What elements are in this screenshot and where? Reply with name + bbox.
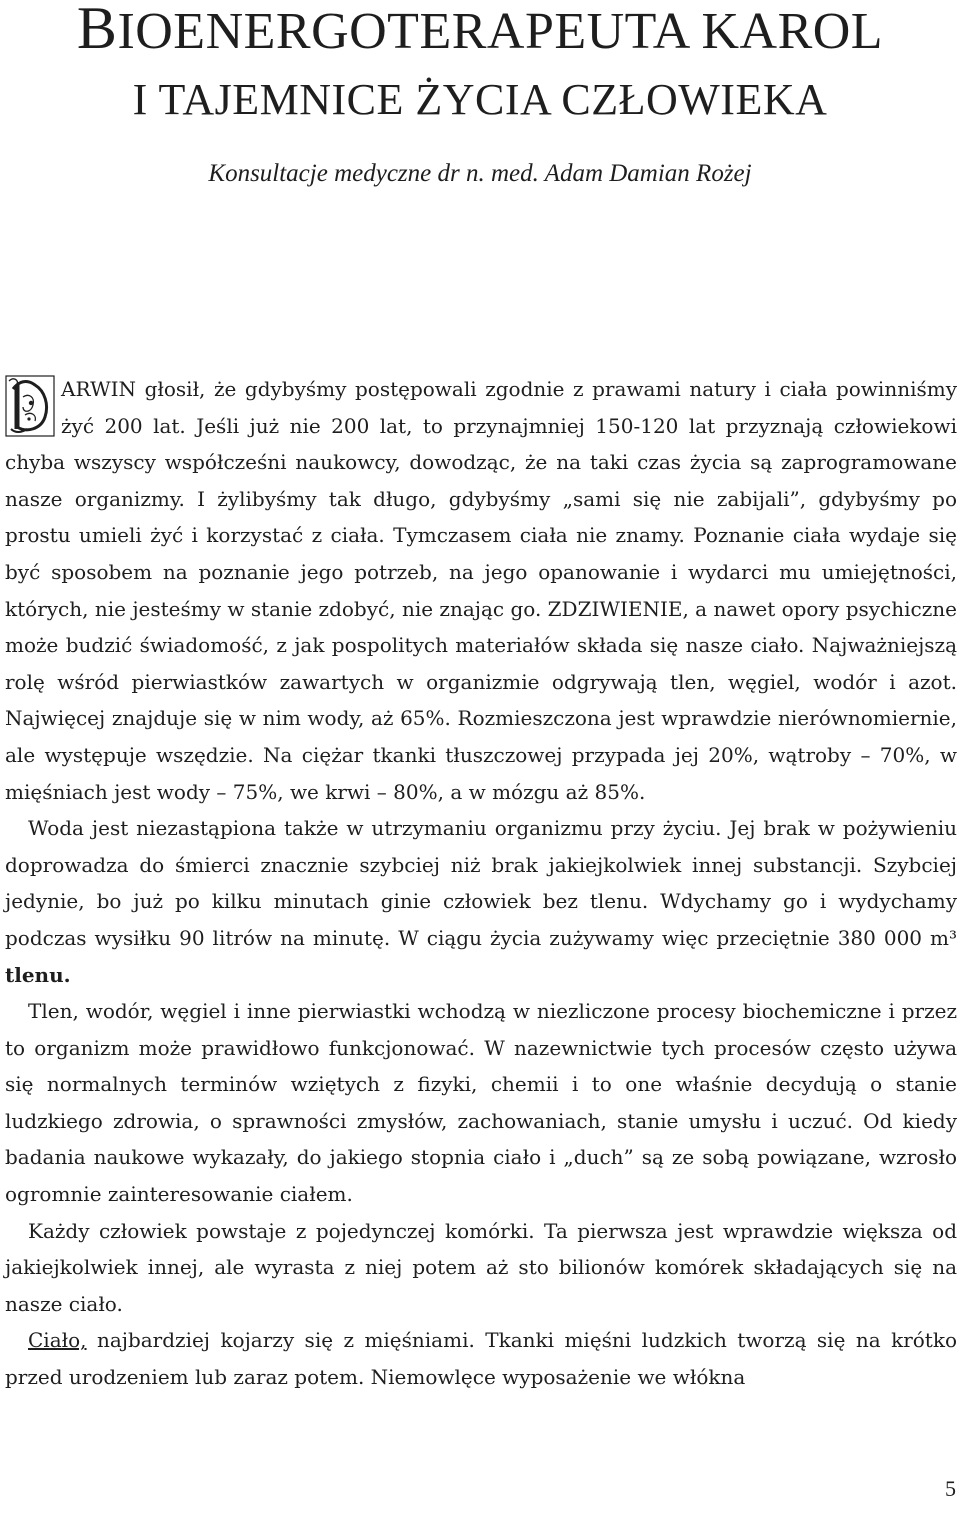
paragraph-2-bold-word: tlenu. — [5, 962, 71, 987]
dropcap-letter — [5, 437, 6, 438]
ornamental-dropcap — [5, 375, 55, 437]
article-body — [5, 371, 957, 1396]
paragraph-3: Tlen, wodór, węgiel i inne pierwiastki wchodzą w niezliczone procesy biochemiczne i przez to organizm może prawidłowo funkcjonować. W nazewnictwie tych procesów często używa się normalnych terminów wziętych z fizyki, chemii i to one właśnie decydują o stanie ludzkiego zdrowia, o sprawności zmysłów, zachowaniach, stanie umysłu i uczuć. Od kiedy badania naukowe wykazały, do jakiego stopnia ciało i „duch” są ze sobą powiązane, wzrosło ogromnie zainteresowanie ciałem. — [5, 999, 957, 1207]
chapter-title-initial: B — [76, 0, 118, 61]
chapter-title-line-2: I TAJEMNICE ŻYCIA CZŁOWIEKA — [132, 75, 828, 124]
paragraph-5-underlined-word: Ciało, — [28, 1328, 87, 1353]
dropcap-ornament-icon — [5, 375, 55, 437]
paragraph-2-text: Woda jest niezastąpiona także w utrzymaniu organizmu przy życiu. Jej brak w pożywieniu doprowadza do śmierci znacznie szybciej niż brak jakiejkolwiek innej substancji. Szybciej jedynie, bo już po kilku minutach ginie człowiek bez tlenu. Wdychamy go i wydychamy podczas wysiłku 90 litrów na minutę. W ciągu życia zużywamy więc przeciętnie 380 000 m³ — [5, 816, 957, 950]
chapter-title-line-1 — [0, 0, 960, 60]
page-number: 5 — [945, 1476, 956, 1501]
paragraph-1-text: ARWIN głosił, że gdybyśmy postępowali zgodnie z prawami natury i ciała powinniśmy żyć 200 lat. Jeśli już nie 200 lat, to przynajmniej 150-120 lat przyznają człowiekowi chyba wszyscy współcześni naukowcy, dowodząc, że na taki czas życia są zaprogramowane nasze organizmy. I żylibyśmy tak długo, gdybyśmy „sami się nie zabijali”, gdybyśmy po prostu umieli żyć i korzystać z ciała. Tymczasem ciała nie znamy. Poznanie ciała wydaje się być sposobem na poznanie jego potrzeb, na jego opanowanie i wydarci mu umiejętności, których, nie jesteśmy w stanie zdobyć, nie znając go. ZDZIWIENIE, a nawet opory psychiczne może budzić świadomość, z jak pospolitych materiałów składa się nasze ciało. Najważniejszą rolę wśród pierwiastków zawartych w organizmie odgrywają tlen, węgiel, wodór i azot. Najwięcej znajduje się w nim wody, aż 65%. Rozmieszczona jest wprawdzie nierównomiernie, ale występuje wszędzie. Na ciężar tkanki tłuszczowej przypada jej 20%, wątroby – 70%, w mięśniach jest wody – 75%, we krwi – 80%, a w mózgu aż 85%. — [5, 377, 957, 804]
chapter-title-line-1-rest: IOENERGOTERAPEUTA KAROL — [117, 3, 884, 60]
paragraph-5 — [5, 1322, 957, 1395]
paragraph-4: Każdy człowiek powstaje z pojedynczej komórki. Ta pierwsza jest wprawdzie większa od jakiejkolwiek innej, ale wyrasta z niej potem aż sto bilionów komórek składających się na nasze ciało. — [5, 1218, 957, 1316]
paragraph-1 — [5, 371, 957, 810]
chapter-subtitle: Konsultacje medyczne dr n. med. Adam Damian Rożej — [208, 160, 752, 187]
paragraph-5-text: najbardziej kojarzy się z mięśniami. Tkanki mięśni ludzkich tworzą się na krótko przed urodzeniem lub zaraz potem. Niemowlęce wyposażenie we włókna — [5, 1328, 957, 1390]
paragraph-2 — [5, 810, 957, 993]
